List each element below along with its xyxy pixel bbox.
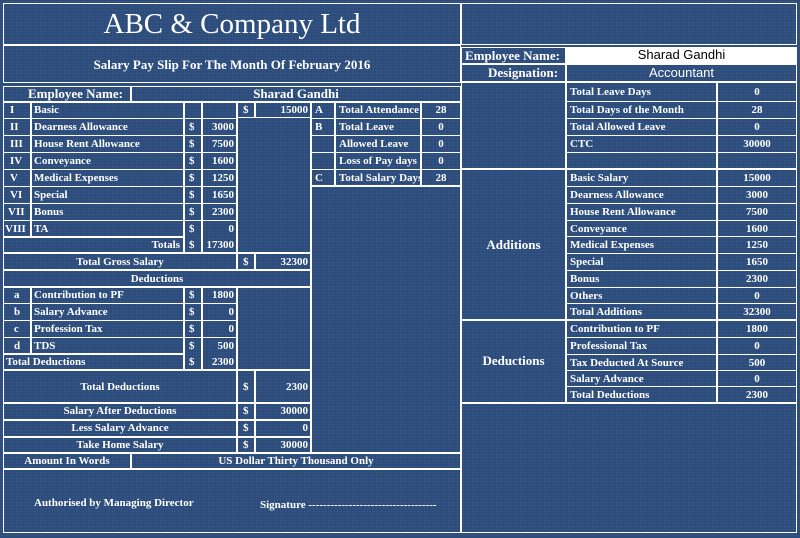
right-deduction-value: 0	[754, 373, 760, 385]
right-summary-label: Total Allowed Leave	[570, 121, 666, 133]
currency-symbol: $	[189, 239, 195, 251]
addition-value: 1250	[746, 239, 768, 251]
right-summary-value: 30000	[743, 138, 771, 150]
attendance-value: 28	[435, 172, 447, 184]
currency-symbol: $	[189, 340, 195, 352]
earning-label: Special	[34, 189, 68, 201]
deduction-value: 500	[217, 340, 234, 352]
right-summary-value: 28	[751, 104, 763, 116]
deduction-label: Contribution to PF	[34, 289, 124, 301]
slip-title: Salary Pay Slip For The Month Of February 2016	[93, 57, 371, 72]
gross-value: 32300	[280, 256, 308, 268]
attendance-letter: A	[315, 104, 323, 116]
right-deductions-label: Deductions	[482, 353, 545, 368]
right-deduction-value: 500	[748, 357, 766, 369]
attendance-label: Total Salary Days	[339, 172, 423, 184]
right-designation-label: Designation:	[488, 65, 559, 80]
addition-label: Bonus	[570, 273, 600, 285]
deduction-label: Salary Advance	[34, 306, 108, 318]
row-letter: b	[14, 306, 21, 318]
earning-label: TA	[34, 223, 49, 235]
attendance-value: 28	[435, 104, 447, 116]
summary-less-advance-label: Less Salary Advance	[71, 422, 169, 434]
currency-symbol: $	[189, 155, 195, 167]
addition-label: Others	[570, 290, 603, 302]
earning-value: 7500	[212, 138, 234, 150]
earning-label: House Rent Allowance	[34, 138, 140, 150]
company-name: ABC & Company Ltd	[103, 8, 361, 40]
right-summary-value: 0	[754, 86, 760, 98]
row-number: II	[10, 121, 19, 133]
currency-symbol: $	[189, 323, 195, 335]
gross-label: Total Gross Salary	[76, 256, 164, 268]
right-summary-value: 0	[754, 121, 760, 133]
right-summary-label: Total Leave Days	[570, 86, 651, 98]
right-bottom-blank	[461, 403, 797, 533]
summary-total-deductions-value: 2300	[286, 381, 308, 393]
summary-after-deductions-value: 30000	[280, 405, 308, 417]
attendance-label: Total Leave	[339, 121, 394, 133]
amount-words-label: Amount In Words	[24, 455, 110, 467]
right-header-blank	[461, 3, 797, 45]
earning-value: 0	[228, 223, 234, 235]
attendance-value: 0	[438, 155, 444, 167]
additions-label: Additions	[486, 237, 541, 252]
currency-symbol: $	[243, 381, 249, 393]
currency-symbol: $	[189, 189, 195, 201]
right-summary-left-blank	[461, 82, 566, 169]
currency-symbol: $	[243, 104, 249, 116]
attendance-label: Total Attendance	[339, 104, 419, 116]
currency-symbol: $	[189, 121, 195, 133]
signature-line: Signature -----------------------------------	[260, 499, 437, 511]
right-employee-value: Sharad Gandhi	[566, 47, 797, 64]
row-number: I	[10, 104, 15, 116]
employee-label: Employee Name:	[28, 86, 123, 101]
attendance-label: Allowed Leave	[339, 138, 409, 150]
deduction-total-value: 2300	[212, 356, 234, 368]
take-home-value: 30000	[280, 439, 308, 451]
deduction-value: 0	[228, 323, 234, 335]
currency-symbol: $	[189, 138, 195, 150]
addition-value: 3000	[746, 189, 768, 201]
attendance-value: 0	[438, 138, 444, 150]
summary-total-deductions-label: Total Deductions	[80, 381, 160, 393]
currency-symbol: $	[189, 223, 195, 235]
amount-words-value: US Dollar Thirty Thousand Only	[218, 455, 374, 467]
addition-label: Basic Salary	[570, 172, 629, 184]
currency-symbol: $	[243, 256, 249, 268]
right-deduction-label: Tax Deducted At Source	[570, 357, 684, 369]
deductions-header: Deductions	[130, 273, 184, 285]
right-deduction-label: Salary Advance	[570, 373, 644, 385]
currency-symbol: $	[243, 439, 249, 451]
deduction-label: TDS	[34, 340, 56, 352]
row-number: III	[10, 138, 23, 150]
employee-name: Sharad Gandhi	[253, 86, 339, 101]
row-number: VII	[8, 206, 25, 218]
right-designation-value: Accountant	[648, 65, 715, 80]
addition-value: 0	[754, 290, 760, 302]
authorised-text: Authorised by Managing Director	[34, 497, 194, 509]
currency-symbol: $	[189, 206, 195, 218]
right-deduction-value: 2300	[746, 389, 768, 401]
earning-value: 3000	[212, 121, 234, 133]
totals-label: Totals	[151, 239, 180, 251]
attendance-blank-area	[311, 186, 461, 453]
earning-value: 2300	[212, 206, 234, 218]
addition-label: House Rent Allowance	[570, 206, 676, 218]
addition-label: Conveyance	[570, 223, 627, 235]
attendance-value: 0	[438, 121, 444, 133]
addition-value: 2300	[746, 273, 768, 285]
right-deduction-value: 1800	[746, 323, 768, 335]
addition-value: 15000	[743, 172, 771, 184]
addition-label: Total Additions	[570, 306, 643, 318]
attendance-letter: B	[315, 121, 323, 133]
row-number: VI	[10, 189, 23, 201]
addition-value: 32300	[743, 306, 771, 318]
earning-label: Basic	[34, 104, 60, 116]
right-summary-label: Total Days of the Month	[570, 104, 684, 116]
row-letter: c	[14, 323, 19, 335]
addition-value: 7500	[746, 206, 768, 218]
right-employee-label: Employee Name:	[465, 48, 560, 63]
deduction-blank	[237, 287, 311, 370]
earning-label: Medical Expenses	[34, 172, 119, 184]
earning-label: Bonus	[34, 206, 64, 218]
earning-value: 1250	[212, 172, 234, 184]
currency-symbol: $	[189, 172, 195, 184]
row-letter: d	[14, 340, 21, 352]
addition-label: Medical Expenses	[570, 239, 655, 251]
addition-label: Special	[570, 256, 604, 268]
deduction-value: 1800	[212, 289, 234, 301]
take-home-label: Take Home Salary	[76, 439, 164, 451]
blank-panel	[237, 102, 311, 253]
addition-label: Dearness Allowance	[570, 189, 664, 201]
right-deduction-value: 0	[754, 340, 760, 352]
summary-after-deductions-label: Salary After Deductions	[63, 405, 177, 417]
currency-symbol: $	[189, 289, 195, 301]
earning-label: Conveyance	[34, 155, 91, 167]
attendance-label: Loss of Pay days	[339, 155, 417, 167]
earning-value: 1600	[212, 155, 234, 167]
right-deduction-label: Professional Tax	[570, 340, 648, 352]
row-letter: a	[14, 289, 20, 301]
deduction-total-label: Total Deductions	[6, 356, 86, 368]
earning-label: Dearness Allowance	[34, 121, 128, 133]
addition-value: 1650	[746, 256, 768, 268]
attendance-letter: C	[315, 172, 323, 184]
right-summary-label: CTC	[570, 138, 594, 150]
right-deduction-label: Contribution to PF	[570, 323, 660, 335]
totals-value: 17300	[206, 239, 234, 251]
currency-symbol: $	[189, 306, 195, 318]
currency-symbol: $	[243, 405, 249, 417]
summary-less-advance-value: 0	[302, 422, 308, 434]
earning-value: 1650	[212, 189, 234, 201]
deduction-value: 0	[228, 306, 234, 318]
currency-symbol: $	[243, 422, 249, 434]
addition-value: 1600	[746, 223, 768, 235]
deduction-label: Profession Tax	[34, 323, 103, 335]
row-number: V	[10, 172, 18, 184]
currency-symbol: $	[189, 356, 195, 368]
row-number: VIII	[5, 223, 26, 235]
earning-value: 15000	[280, 104, 308, 116]
row-number: IV	[10, 155, 23, 167]
right-deduction-label: Total Deductions	[570, 389, 650, 401]
